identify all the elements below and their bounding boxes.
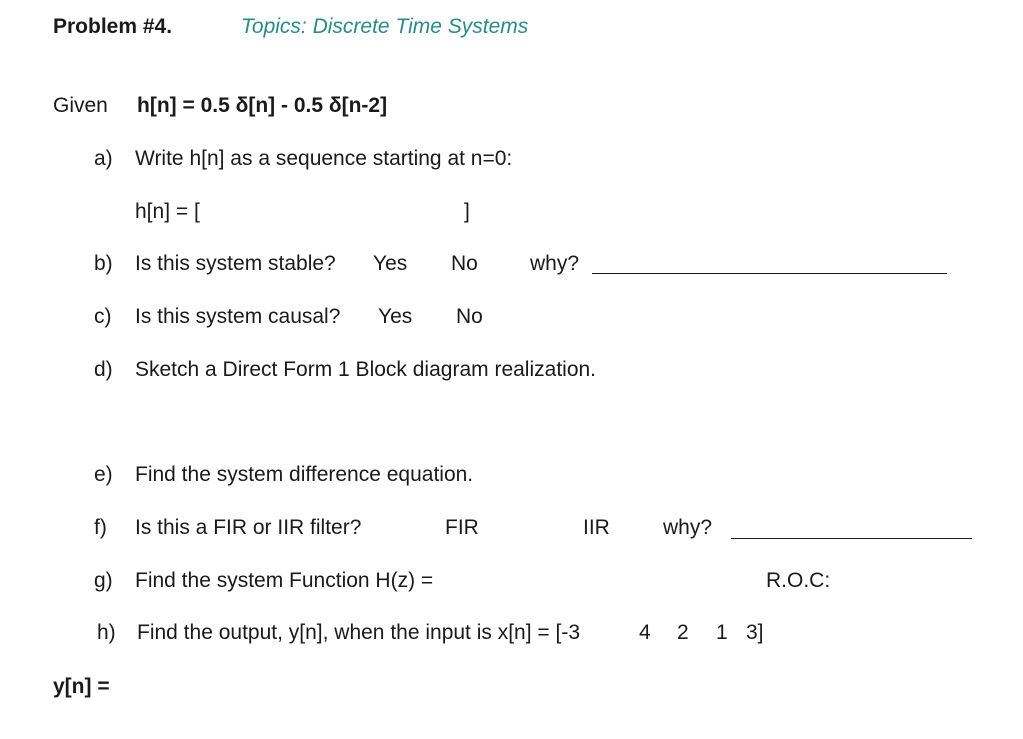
topics-heading: Topics: Discrete Time Systems [241,15,529,38]
part-f-why-label: why? [663,516,713,539]
part-b-letter: b) [94,252,113,275]
part-a-text: Write h[n] as a sequence starting at n=0: [135,147,513,170]
part-h-x-value: 1 [716,621,728,644]
part-f-text: Is this a FIR or IIR filter? [135,516,362,539]
part-a-answer-suffix: ] [464,200,470,223]
part-g-text: Find the system Function H(z) = [135,569,434,592]
part-h-x-value: 3] [746,621,764,644]
part-h-x-value: 4 [639,621,651,644]
part-g-letter: g) [94,569,113,592]
part-c-yes-option: Yes [378,305,413,328]
part-b-text: Is this system stable? [135,252,336,275]
part-b-why-answer-line [592,273,947,274]
part-e-text: Find the system difference equation. [135,463,474,486]
part-c-text: Is this system causal? [135,305,341,328]
part-h-x-value: 2 [677,621,689,644]
part-f-why-answer-line [731,538,972,539]
part-b-yes-option: Yes [373,252,408,275]
part-a-letter: a) [94,147,113,170]
part-h-text: Find the output, y[n], when the input is x[n] = [-3 [137,621,581,644]
part-e-letter: e) [94,463,113,486]
part-b-why-label: why? [530,252,580,275]
part-f-letter: f) [94,516,107,539]
part-d-letter: d) [94,358,113,381]
given-equation: h[n] = 0.5 δ[n] - 0.5 δ[n-2] [137,94,388,117]
given-label: Given [53,94,108,117]
part-f-iir-option: IIR [583,516,610,539]
part-f-fir-option: FIR [445,516,479,539]
part-d-text: Sketch a Direct Form 1 Block diagram realization. [135,358,597,381]
part-g-roc-label: R.O.C: [766,569,831,592]
part-c-letter: c) [94,305,112,328]
part-a-answer-prefix: h[n] = [ [135,200,200,223]
part-c-no-option: No [456,305,483,328]
output-label: y[n] = [53,675,110,698]
part-h-letter: h) [97,621,116,644]
problem-label: Problem #4. [53,15,173,38]
part-b-no-option: No [451,252,478,275]
